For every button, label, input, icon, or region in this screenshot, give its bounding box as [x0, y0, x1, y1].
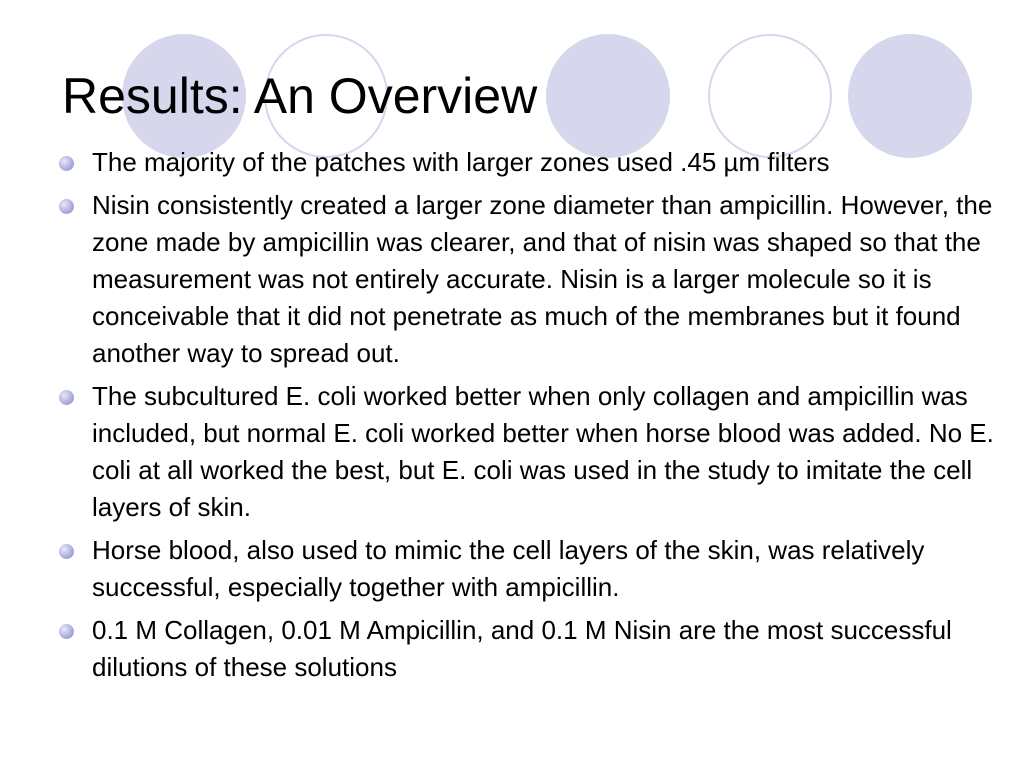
- bullet-item: [56, 612, 996, 686]
- bullet-item: [56, 144, 996, 181]
- bullet-dot-icon: [59, 156, 74, 171]
- bullet-text: 0.1 M Collagen, 0.01 M Ampicillin, and 0.1 M Nisin are the most successful dilutions of these solutions: [92, 615, 952, 682]
- decorative-circle-4: [708, 34, 832, 158]
- decorative-circle-3: [546, 34, 670, 158]
- bullet-text: The subcultured E. coli worked better when only collagen and ampicillin was included, but normal E. coli worked better when horse blood was added. No E. coli at all worked the best, but E. coli was used in the study to imitate the cell layers of skin.: [92, 381, 994, 522]
- bullet-text: The majority of the patches with larger zones used .45 µm filters: [92, 147, 830, 177]
- bullet-dot-icon: [59, 199, 74, 214]
- bullet-item: [56, 378, 996, 526]
- bullet-text: Nisin consistently created a larger zone diameter than ampicillin. However, the zone made by ampicillin was clearer, and that of nisin was shaped so that the measurement was not entirely accurate. Nisin is a larger molecule so it is conceivable that it did not penetrate as much of the membranes but it found another way to spread out.: [92, 190, 993, 368]
- bullet-dot-icon: [59, 390, 74, 405]
- bullet-item: [56, 187, 996, 372]
- decorative-circle-5: [848, 34, 972, 158]
- bullet-text: Horse blood, also used to mimic the cell layers of the skin, was relatively successful, especially together with ampicillin.: [92, 535, 925, 602]
- bullet-list: [56, 144, 996, 692]
- bullet-dot-icon: [59, 544, 74, 559]
- slide-title: Results: An Overview: [62, 68, 538, 124]
- bullet-item: [56, 532, 996, 606]
- bullet-dot-icon: [59, 624, 74, 639]
